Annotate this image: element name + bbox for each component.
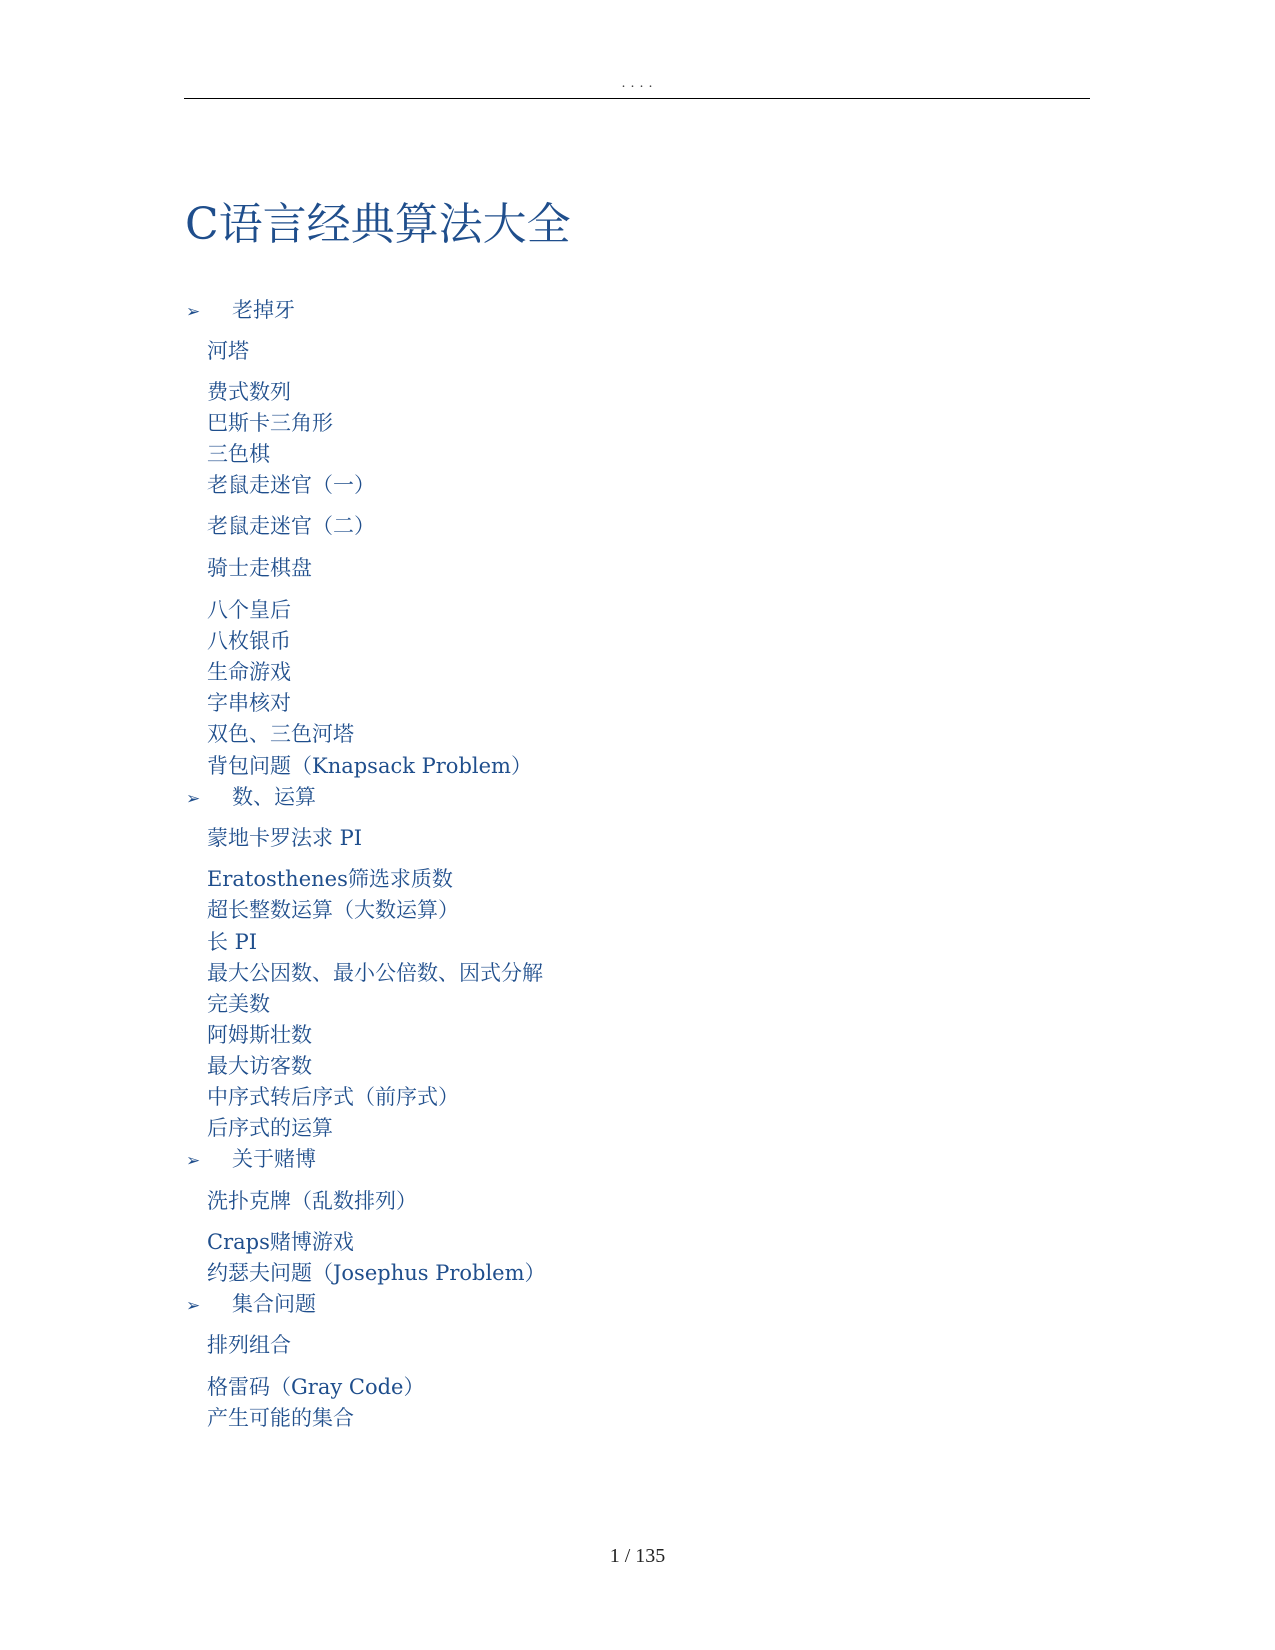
toc-item[interactable]: 格雷码（Gray Code） [207, 1375, 425, 1399]
toc-item[interactable]: Eratosthenes筛选求质数 [207, 867, 453, 891]
header-rule [184, 98, 1090, 99]
page-header-dots: . . . . [621, 76, 654, 91]
toc-item[interactable]: 蒙地卡罗法求 PI [207, 826, 363, 850]
toc-item[interactable]: 字串核对 [207, 691, 291, 715]
toc-section-label: 老掉牙 [232, 298, 295, 322]
toc-section-0[interactable] [186, 295, 295, 325]
toc-item[interactable]: 最大公因数、最小公倍数、因式分解 [207, 961, 543, 985]
toc-item[interactable]: 长 PI [207, 930, 258, 954]
toc-section-label: 集合问题 [232, 1292, 316, 1316]
toc-item[interactable]: 约瑟夫问题（Josephus Problem） [207, 1261, 546, 1285]
toc-item[interactable]: Craps赌博游戏 [207, 1230, 354, 1254]
toc-item[interactable]: 骑士走棋盘 [207, 556, 312, 580]
toc-item[interactable]: 费式数列 [207, 380, 291, 404]
toc-item[interactable]: 产生可能的集合 [207, 1406, 354, 1430]
toc-item[interactable]: 洗扑克牌（乱数排列） [207, 1189, 417, 1213]
toc-item[interactable]: 阿姆斯壮数 [207, 1023, 312, 1047]
toc-item[interactable]: 完美数 [207, 992, 270, 1016]
toc-item[interactable]: 中序式转后序式（前序式） [207, 1085, 459, 1109]
document-title: C语言经典算法大全 [185, 199, 571, 250]
arrow-bullet-icon: ➢ [186, 1296, 201, 1316]
toc-item[interactable]: 双色、三色河塔 [207, 722, 354, 746]
toc-section-1[interactable] [186, 782, 316, 812]
toc-item[interactable]: 八个皇后 [207, 598, 291, 622]
toc-item[interactable]: 三色棋 [207, 442, 270, 466]
toc-item[interactable]: 最大访客数 [207, 1054, 312, 1078]
toc-section-2[interactable] [186, 1144, 316, 1174]
toc-item[interactable]: 老鼠走迷官（一） [207, 473, 375, 497]
toc-item[interactable]: 老鼠走迷官（二） [207, 514, 375, 538]
toc-item[interactable]: 巴斯卡三角形 [207, 411, 333, 435]
toc-section-label: 关于赌博 [232, 1147, 316, 1171]
toc-item[interactable]: 生命游戏 [207, 660, 291, 684]
arrow-bullet-icon: ➢ [186, 789, 201, 809]
toc-item[interactable]: 排列组合 [207, 1333, 291, 1357]
toc-item[interactable]: 超长整数运算（大数运算） [207, 898, 459, 922]
toc-item[interactable]: 后序式的运算 [207, 1116, 333, 1140]
toc-item[interactable]: 背包问题（Knapsack Problem） [207, 754, 532, 778]
toc-section-3[interactable] [186, 1289, 316, 1319]
page-number: 1 / 135 [609, 1545, 666, 1567]
arrow-bullet-icon: ➢ [186, 302, 201, 322]
toc-item[interactable]: 八枚银币 [207, 629, 291, 653]
toc-section-label: 数、运算 [232, 785, 316, 809]
arrow-bullet-icon: ➢ [186, 1151, 201, 1171]
toc-item[interactable]: 河塔 [207, 339, 249, 363]
